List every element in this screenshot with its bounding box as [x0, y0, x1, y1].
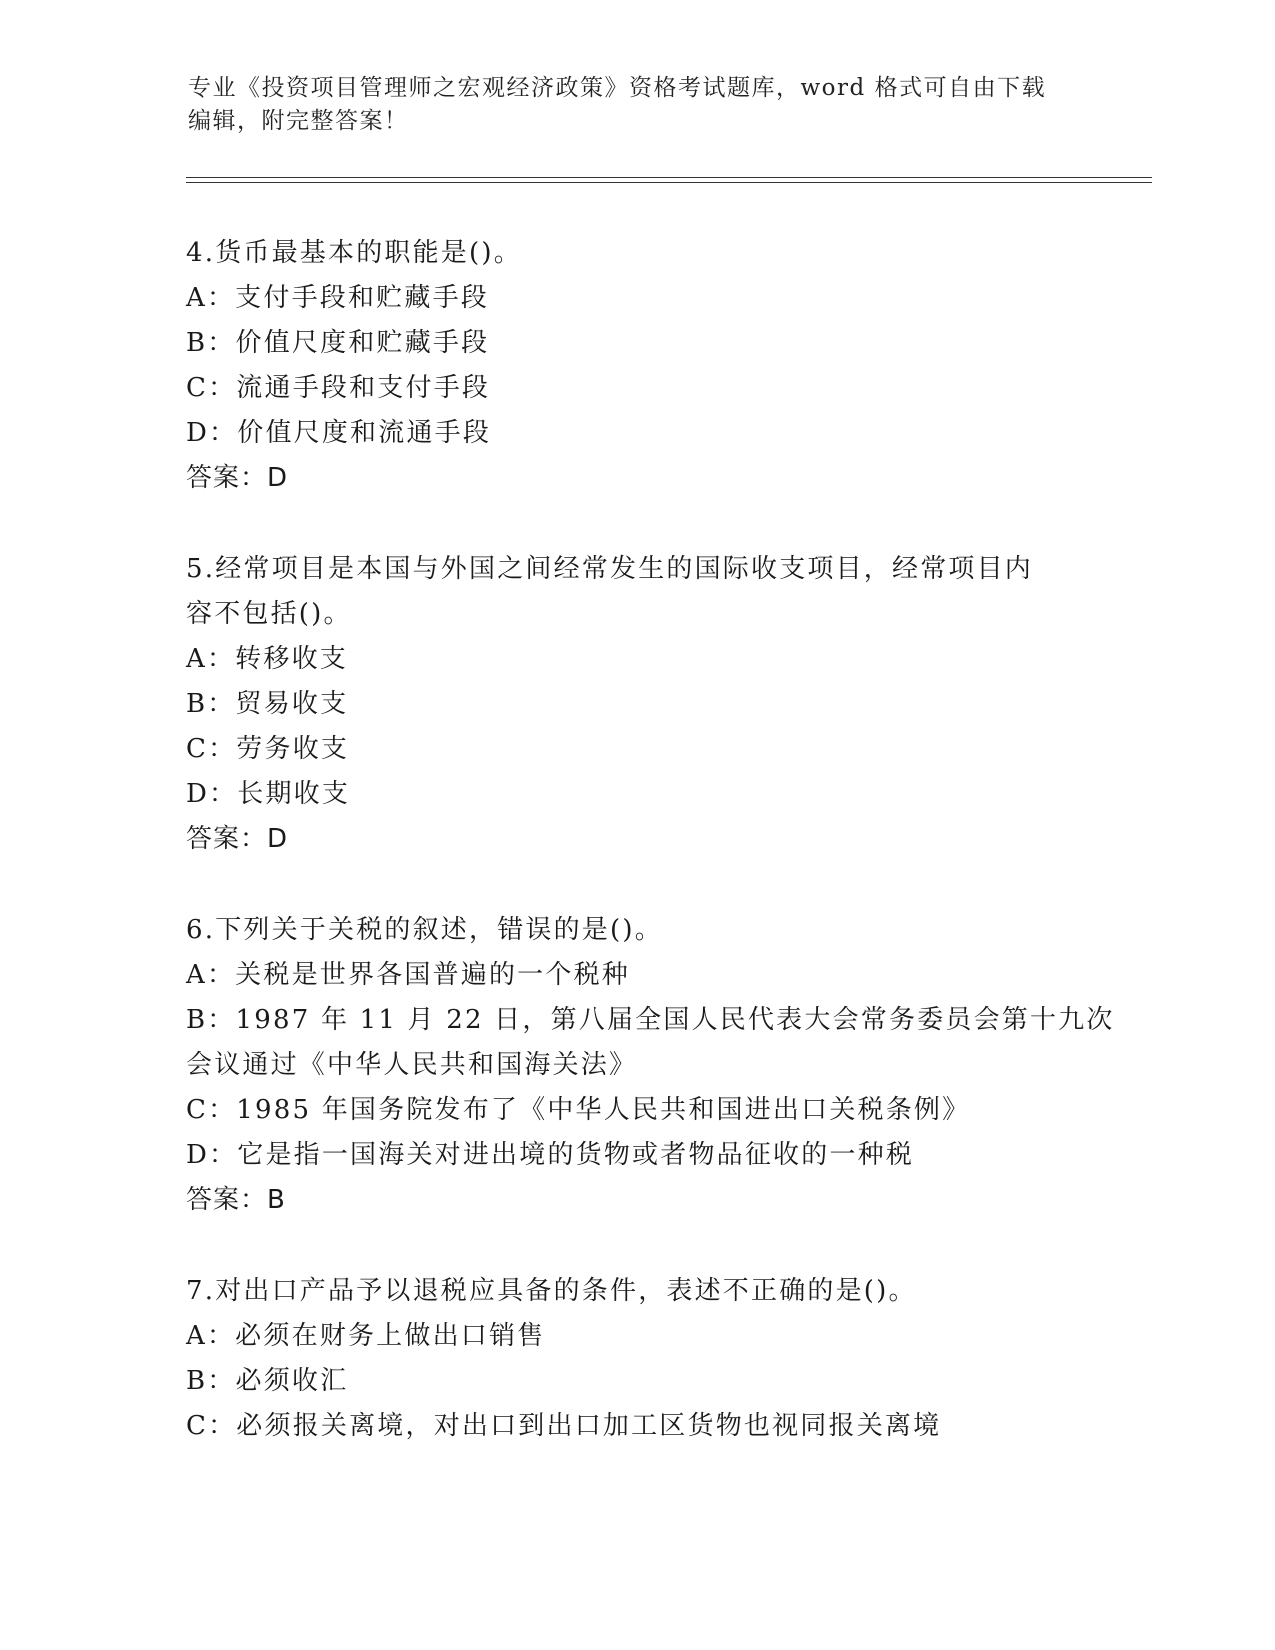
header-rule-top — [186, 177, 1152, 178]
question-5-option-a: A：转移收支 — [186, 644, 348, 674]
question-6-option-a: A：关税是世界各国普遍的一个税种 — [186, 960, 630, 990]
question-6-answer: 答案：B — [186, 1185, 286, 1215]
question-7-option-a: A：必须在财务上做出口销售 — [186, 1321, 546, 1351]
header-rule-bottom — [186, 182, 1152, 183]
document-intro: 专业《投资项目管理师之宏观经济政策》资格考试题库，word 格式可自由下载编辑，附完整答案！ — [188, 75, 1047, 134]
question-5-option-c: C：劳务收支 — [186, 734, 350, 764]
question-5-stem-line-2: 容不包括()。 — [186, 599, 352, 629]
question-5-answer: 答案：D — [186, 824, 289, 854]
question-7-option-b: B：必须收汇 — [186, 1366, 349, 1396]
question-4-option-b: B：价值尺度和贮藏手段 — [186, 328, 490, 358]
question-7-stem: 7.对出口产品予以退税应具备的条件，表述不正确的是()。 — [186, 1276, 917, 1306]
question-4-answer: 答案：D — [186, 463, 289, 493]
question-4-option-a: A：支付手段和贮藏手段 — [186, 283, 489, 313]
question-4-option-d: D：价值尺度和流通手段 — [186, 418, 492, 448]
question-5-stem-line-1: 5.经常项目是本国与外国之间经常发生的国际收支项目，经常项目内 — [186, 554, 1034, 584]
question-5-option-d: D：长期收支 — [186, 779, 351, 809]
question-6-option-d: D：它是指一国海关对进出境的货物或者物品征收的一种税 — [186, 1140, 915, 1170]
question-6-option-b-line-1: B：1987 年 11 月 22 日，第八届全国人民代表大会常务委员会第十九次 — [186, 1005, 1115, 1035]
question-6-option-c: C：1985 年国务院发布了《中华人民共和国进出口关税条例》 — [186, 1095, 971, 1125]
question-6-stem: 6.下列关于关税的叙述，错误的是()。 — [186, 915, 663, 945]
question-5-option-b: B：贸易收支 — [186, 689, 349, 719]
question-6-option-b-line-2: 会议通过《中华人民共和国海关法》 — [186, 1050, 638, 1080]
question-4-option-c: C：流通手段和支付手段 — [186, 373, 491, 403]
question-4-stem: 4.货币最基本的职能是()。 — [186, 238, 522, 268]
question-7-option-c: C：必须报关离境，对出口到出口加工区货物也视同报关离境 — [186, 1411, 942, 1441]
